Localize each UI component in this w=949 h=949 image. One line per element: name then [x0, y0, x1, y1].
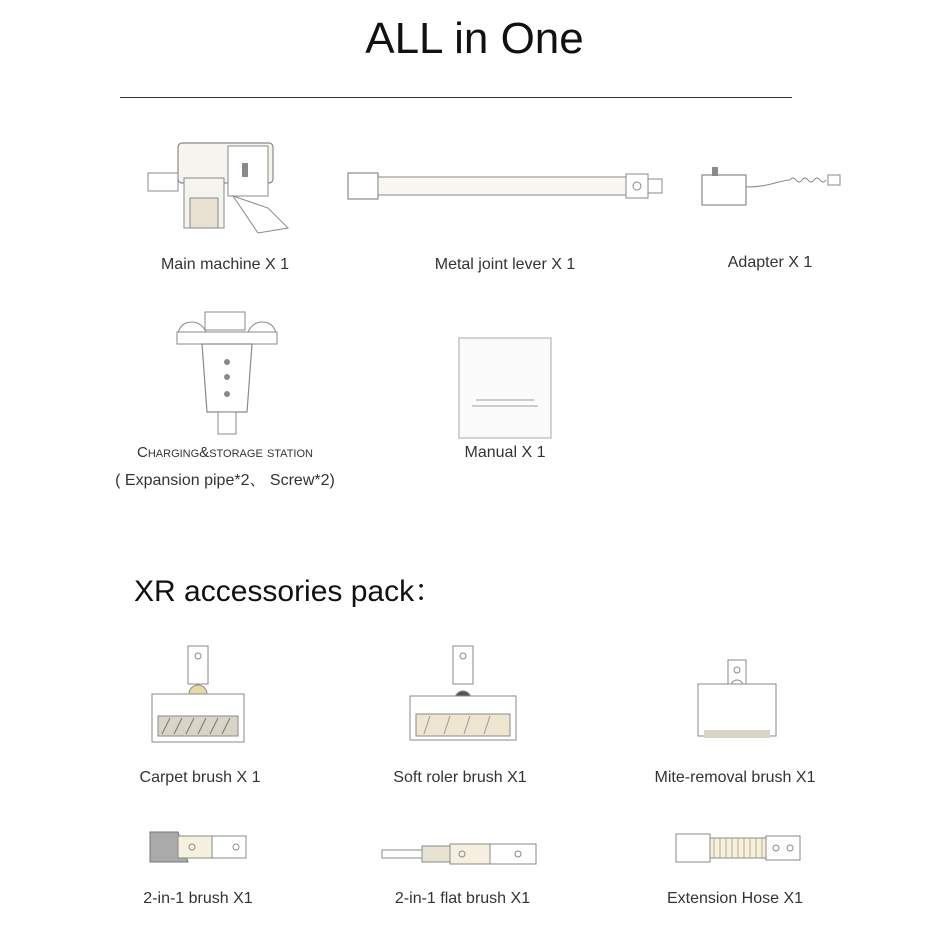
- carpet-brush-label: Carpet brush X 1: [139, 769, 261, 786]
- metal-joint-lever-label: Metal joint lever X 1: [434, 256, 576, 273]
- extension-hose-illustration: [674, 830, 804, 866]
- extension-hose-label: Extension Hose X1: [666, 890, 804, 907]
- soft-roller-brush-illustration: [408, 644, 518, 749]
- charging-station-label: Charging&storage station: [137, 444, 313, 461]
- adapter-label: Adapter X 1: [727, 254, 813, 271]
- adapter-illustration: [700, 165, 850, 210]
- title-divider: [120, 97, 792, 98]
- charging-station-illustration: [172, 312, 282, 437]
- soft-roller-brush-label: Soft roler brush X1: [393, 769, 527, 786]
- mite-removal-brush-label: Mite-removal brush X1: [654, 769, 816, 786]
- main-machine-label: Main machine X 1: [160, 256, 290, 273]
- charging-station-contents: ( Expansion pipe*2、 Screw*2): [115, 472, 335, 489]
- accessories-heading: XR accessories pack：: [134, 575, 445, 608]
- manual-illustration: [458, 337, 552, 439]
- carpet-brush-illustration: [148, 644, 248, 749]
- manual-label: Manual X 1: [464, 444, 546, 461]
- two-in-one-brush-label: 2-in-1 brush X1: [143, 890, 253, 907]
- two-in-one-flat-brush-label: 2-in-1 flat brush X1: [394, 890, 531, 907]
- metal-joint-lever-illustration: [346, 168, 666, 208]
- two-in-one-flat-brush-illustration: [380, 838, 540, 870]
- main-machine-illustration: [148, 138, 298, 238]
- two-in-one-brush-illustration: [148, 826, 248, 868]
- page-title: ALL in One: [365, 14, 584, 63]
- mite-removal-brush-illustration: [696, 658, 781, 743]
